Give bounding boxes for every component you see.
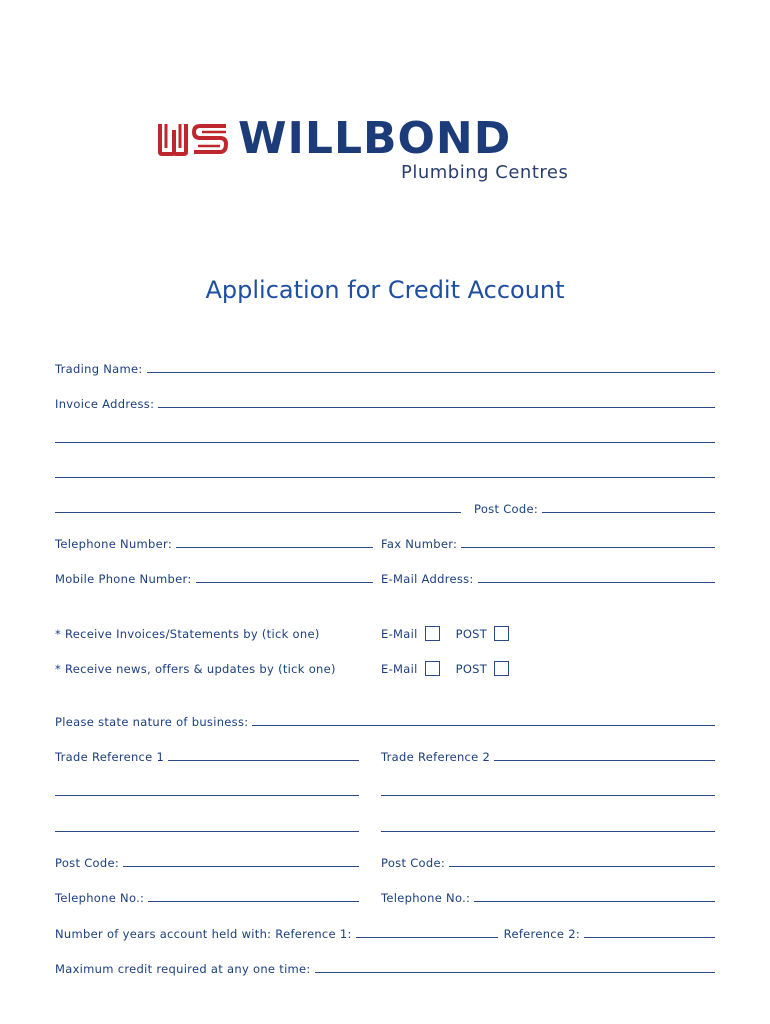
trading-name-field[interactable]: [147, 371, 715, 373]
trade-reference-1-address-2[interactable]: [55, 830, 359, 832]
trade-reference-2-field[interactable]: [494, 759, 715, 761]
reference-2-telephone-field[interactable]: [474, 900, 715, 902]
max-credit-row: [55, 956, 715, 976]
invoices-preference-row: [55, 621, 715, 641]
reference-1-telephone-field[interactable]: [148, 900, 359, 902]
trading-name-row: [55, 356, 715, 376]
email-address-label: E-Mail Address:: [381, 572, 474, 586]
news-preference-row: [55, 656, 715, 676]
reference-2-post-code-label: Post Code:: [381, 856, 446, 870]
email-address-field[interactable]: [478, 581, 715, 583]
mobile-field[interactable]: [196, 581, 373, 583]
news-email-option: [381, 661, 440, 676]
business-nature-label: Please state nature of business:: [55, 715, 249, 729]
invoice-address-label: Invoice Address:: [55, 397, 155, 411]
post-code-field[interactable]: [542, 511, 715, 513]
invoices-email-label: E-Mail: [381, 627, 418, 641]
invoices-email-option: [381, 626, 440, 641]
invoice-address-row-2: [55, 426, 715, 446]
reference-1-telephone-label: Telephone No.:: [55, 891, 145, 905]
reference-1-post-code-label: Post Code:: [55, 856, 120, 870]
reference-post-code-row: [55, 850, 715, 870]
mobile-email-row: [55, 566, 715, 586]
page-title: Application for Credit Account: [205, 276, 565, 304]
news-question: * Receive news, offers & updates by (tick one): [55, 662, 336, 676]
trading-name-label: Trading Name:: [55, 362, 143, 376]
trade-reference-1-field[interactable]: [168, 759, 359, 761]
trade-reference-row-3: [55, 815, 715, 835]
telephone-label: Telephone Number:: [55, 537, 173, 551]
reference-1-post-code-field[interactable]: [123, 865, 359, 867]
invoices-question: * Receive Invoices/Statements by (tick one): [55, 627, 320, 641]
max-credit-label: Maximum credit required at any one time:: [55, 962, 311, 976]
telephone-field[interactable]: [176, 546, 373, 548]
years-held-row: [55, 921, 715, 941]
years-reference-1-label: Number of years account held with: Reference 1:: [55, 927, 352, 941]
news-email-label: E-Mail: [381, 662, 418, 676]
reference-2-telephone-label: Telephone No.:: [381, 891, 471, 905]
reference-telephone-row: [55, 885, 715, 905]
phone-fax-row: [55, 531, 715, 551]
invoice-address-row-4: [55, 496, 715, 516]
invoices-post-label: POST: [455, 627, 488, 641]
invoices-email-checkbox[interactable]: [425, 626, 440, 641]
invoices-post-option: [456, 626, 510, 641]
trade-reference-1-label: Trade Reference 1: [55, 750, 165, 764]
news-post-checkbox[interactable]: [494, 661, 509, 676]
trade-reference-2-label: Trade Reference 2: [381, 750, 491, 764]
trade-reference-row-2: [55, 779, 715, 799]
invoices-post-checkbox[interactable]: [494, 626, 509, 641]
invoice-address-field-2[interactable]: [55, 441, 715, 443]
brand-subtitle: Plumbing Centres: [401, 162, 569, 183]
business-nature-field[interactable]: [252, 724, 715, 726]
brand-name: WILLBOND: [238, 113, 512, 164]
business-nature-row: [55, 709, 715, 729]
news-email-checkbox[interactable]: [425, 661, 440, 676]
invoice-address-field-1[interactable]: [158, 406, 715, 408]
news-post-option: [456, 661, 510, 676]
trade-reference-2-address-1[interactable]: [381, 794, 715, 796]
fax-field[interactable]: [461, 546, 715, 548]
invoice-address-row: [55, 391, 715, 411]
reference-2-post-code-field[interactable]: [449, 865, 715, 867]
brand-logo: [158, 113, 618, 188]
mobile-label: Mobile Phone Number:: [55, 572, 192, 586]
max-credit-field[interactable]: [315, 971, 715, 973]
post-code-label: Post Code:: [474, 502, 539, 516]
years-reference-1-field[interactable]: [356, 936, 498, 938]
invoice-address-field-4[interactable]: [55, 511, 461, 513]
trade-reference-1-address-1[interactable]: [55, 794, 359, 796]
trade-reference-row: [55, 744, 715, 764]
trade-reference-2-address-2[interactable]: [381, 830, 715, 832]
invoice-address-row-3: [55, 461, 715, 481]
years-reference-2-label: Reference 2:: [503, 927, 581, 941]
fax-label: Fax Number:: [381, 537, 458, 551]
willbond-logo-mark-icon: [158, 122, 230, 156]
years-reference-2-field[interactable]: [584, 936, 715, 938]
news-post-label: POST: [455, 662, 488, 676]
invoice-address-field-3[interactable]: [55, 476, 715, 478]
